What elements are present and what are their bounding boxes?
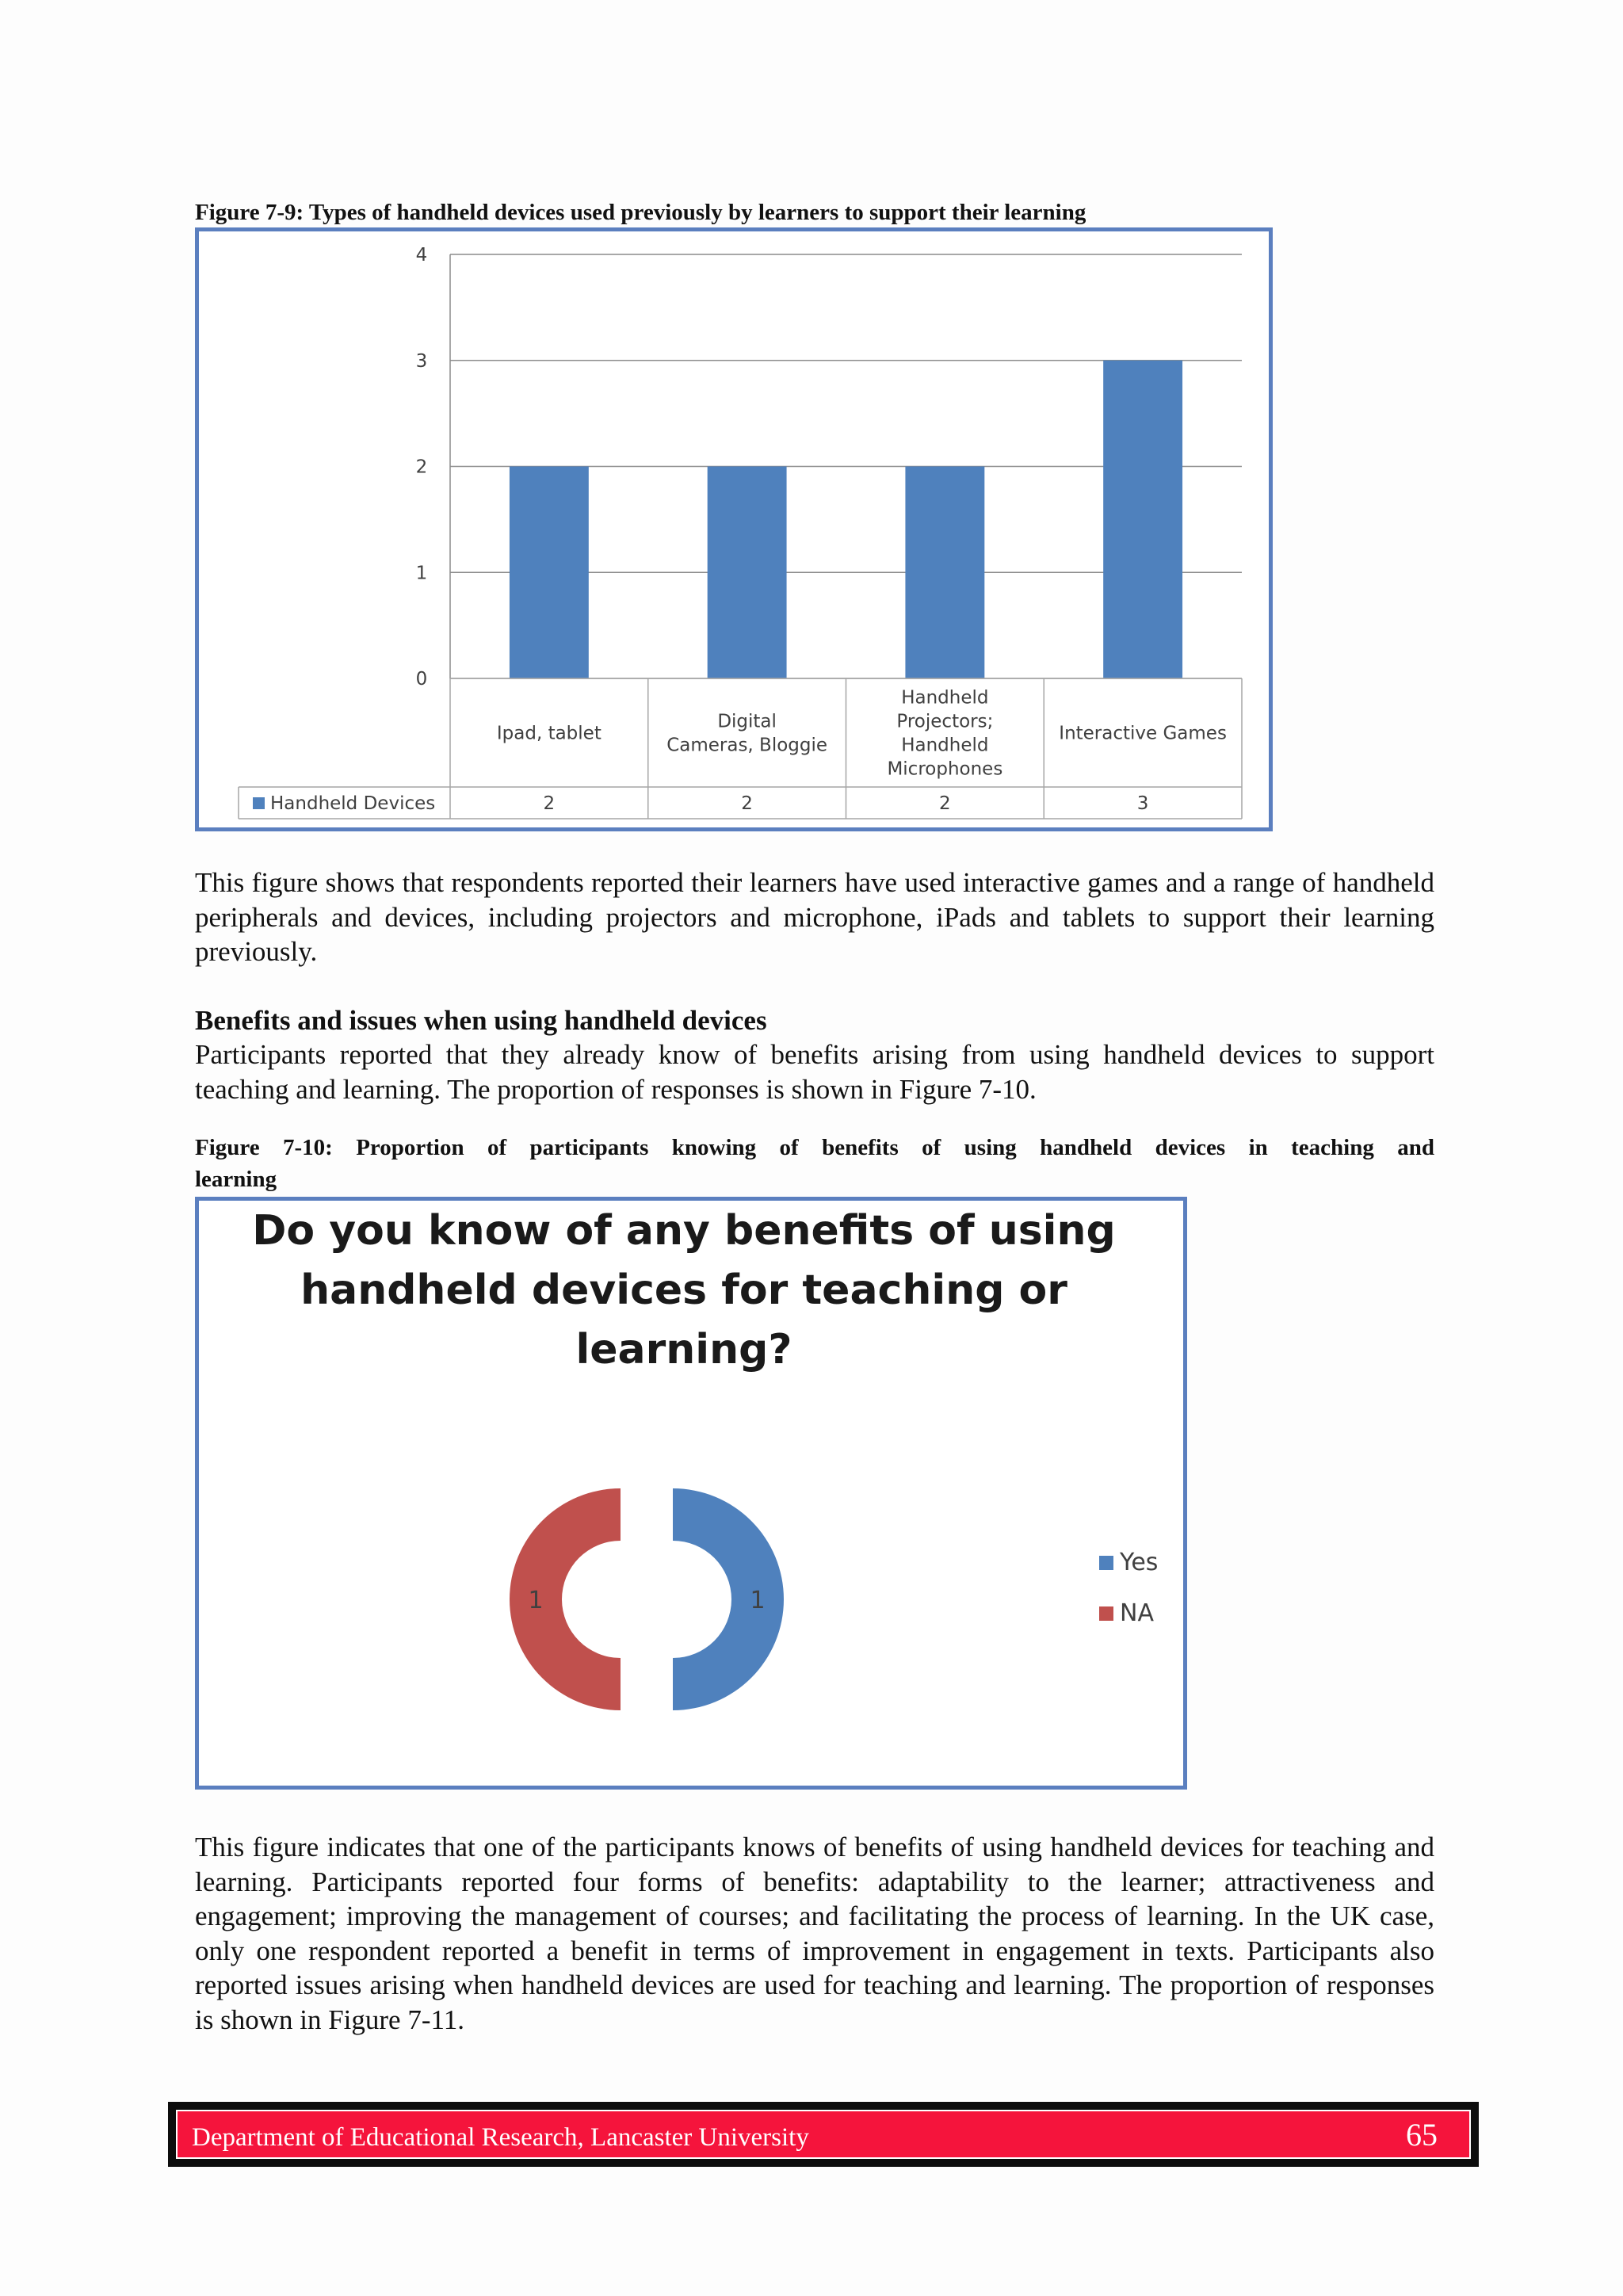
category-label: Projectors; bbox=[896, 711, 994, 732]
data-table-value: 3 bbox=[1136, 793, 1149, 814]
paragraph-3: This figure indicates that one of the participants knows of benefits of using handheld devices for teaching and learning. Participants reported four forms of benefits: adaptability to the learner; attractiveness and engagement; improving the management of courses; and facilitating the process of learning. In the UK case, only one respondent reported a benefit in terms of improvement in engagement in texts. Participants also reported issues arising when handheld devices are used for teaching and learning. The proportion of responses is shown in Figure 7-11. bbox=[195, 1832, 1434, 2035]
figure-10-caption-line-2: learning bbox=[195, 1167, 277, 1192]
doughnut-chart-frame bbox=[195, 1197, 1187, 1790]
legend-swatch bbox=[1099, 1606, 1113, 1621]
data-table-value: 2 bbox=[543, 793, 556, 814]
legend-swatch bbox=[1099, 1556, 1113, 1570]
bar bbox=[1103, 361, 1182, 678]
data-table-value: 2 bbox=[741, 793, 753, 814]
category-label: Digital bbox=[717, 711, 777, 732]
page-number: 65 bbox=[1406, 2117, 1438, 2153]
bar bbox=[510, 467, 589, 679]
slice-label: 1 bbox=[750, 1587, 766, 1614]
category-label: Microphones bbox=[887, 758, 1003, 780]
chart-title: Do you know of any benefits of using bbox=[252, 1207, 1116, 1255]
slice-label: 1 bbox=[528, 1587, 544, 1614]
doughnut-chart bbox=[199, 1201, 1183, 1786]
y-tick-label: 0 bbox=[415, 669, 428, 690]
paragraph-2: Participants reported that they already know of benefits arising from using handheld devices to support teaching and learning. The proportion of responses is shown in Figure 7-10. bbox=[195, 1039, 1434, 1105]
figure-9-caption: Figure 7-9: Types of handheld devices used previously by learners to support their learning bbox=[195, 200, 1086, 225]
doughnut-slice bbox=[510, 1488, 621, 1710]
legend-label: Yes bbox=[1120, 1549, 1159, 1576]
bar-chart bbox=[199, 231, 1269, 827]
section-heading bbox=[195, 1003, 1434, 1038]
paragraph-1: This figure shows that respondents reported their learners have used interactive games and a range of handheld peripherals and devices, including projectors and microphone, iPads and tablets to support their learning previously. bbox=[195, 867, 1434, 967]
y-tick-label: 3 bbox=[415, 350, 428, 372]
y-tick-label: 2 bbox=[415, 457, 428, 478]
page-footer bbox=[168, 2102, 1479, 2167]
category-label: Handheld bbox=[901, 687, 989, 709]
bar bbox=[708, 467, 787, 679]
bar bbox=[905, 467, 984, 679]
category-label: Handheld bbox=[901, 735, 989, 756]
legend-label: Handheld Devices bbox=[270, 793, 436, 814]
footer-department: Department of Educational Research, Lancaster University bbox=[192, 2123, 809, 2152]
y-tick-label: 1 bbox=[415, 563, 428, 584]
chart-title: learning? bbox=[575, 1326, 792, 1373]
section-heading-text: Benefits and issues when using handheld devices bbox=[195, 1005, 767, 1036]
category-label: Ipad, tablet bbox=[496, 723, 601, 744]
bar-chart-frame bbox=[195, 227, 1273, 831]
figure-10-caption-line-1: Figure 7-10: Proportion of participants knowing of benefits of using handheld devices in teaching and bbox=[195, 1135, 1434, 1160]
footer-band bbox=[176, 2110, 1471, 2159]
chart-title: handheld devices for teaching or bbox=[300, 1266, 1067, 1314]
category-label: Interactive Games bbox=[1059, 723, 1227, 744]
data-table-value: 2 bbox=[939, 793, 951, 814]
legend-label: NA bbox=[1120, 1599, 1154, 1627]
doughnut-slice bbox=[673, 1488, 784, 1710]
y-tick-label: 4 bbox=[415, 245, 428, 266]
legend-swatch bbox=[253, 797, 265, 809]
category-label: Cameras, Bloggie bbox=[666, 735, 828, 756]
